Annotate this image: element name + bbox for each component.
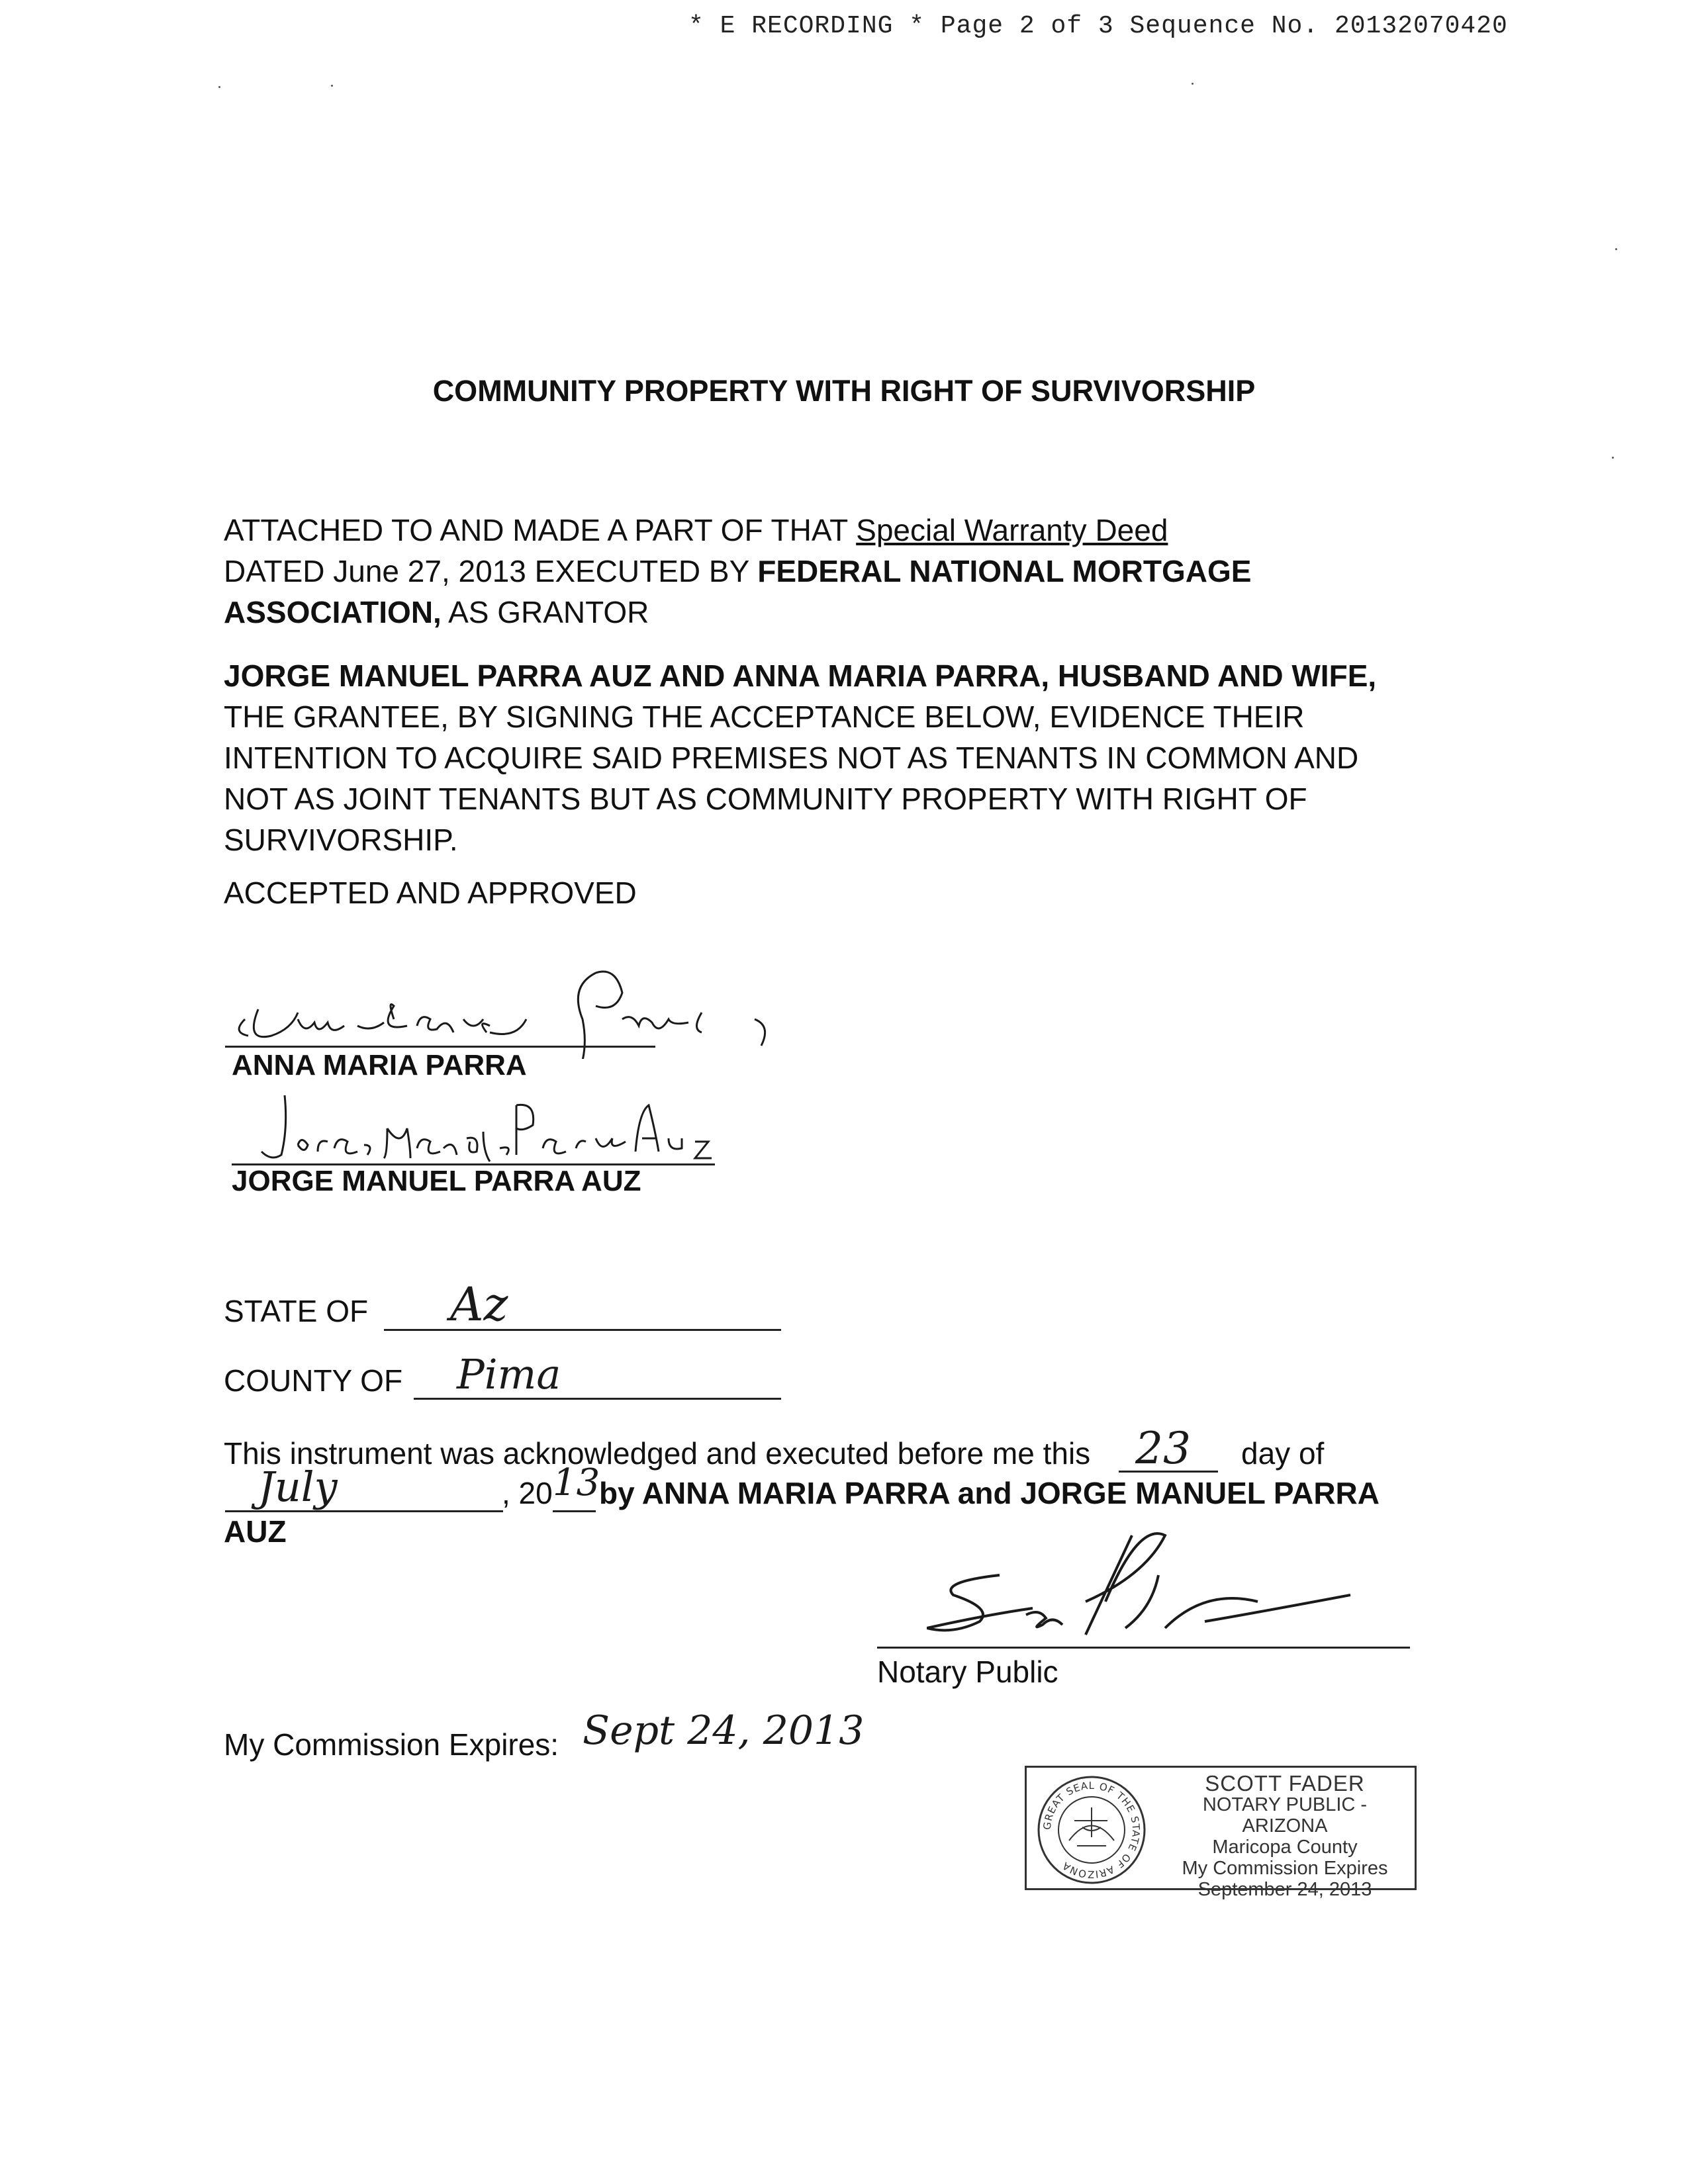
month-value: July [258, 1463, 338, 1511]
stamp-line: Maricopa County [1212, 1837, 1358, 1858]
jorge-signature-image [238, 1092, 715, 1165]
grantee-names: JORGE MANUEL PARRA AUZ AND ANNA MARIA PARRA, HUSBAND AND WIFE, [224, 659, 1377, 693]
signature-line [225, 1046, 655, 1048]
stamp-line: September 24, 2013 [1197, 1879, 1372, 1900]
day-value: 23 [1135, 1423, 1191, 1474]
state-value: Az [450, 1277, 508, 1332]
year-prefix: , 20 [502, 1476, 553, 1510]
scan-speck [331, 85, 333, 87]
notary-public-label: Notary Public [877, 1655, 1058, 1689]
arizona-seal-image [1036, 1774, 1147, 1886]
deed-type: Special Warranty Deed [856, 513, 1168, 547]
scan-speck [218, 86, 220, 88]
svg-text:GREAT SEAL OF THE STATE OF ARI: GREAT SEAL OF THE STATE OF ARIZONA [1041, 1779, 1143, 1881]
ack-prefix: This instrument was acknowledged and executed before me this [224, 1436, 1091, 1471]
stamp-line: My Commission Expires [1182, 1858, 1388, 1879]
attachment-prefix: ATTACHED TO AND MADE A PART OF THAT [224, 513, 857, 547]
grantor-name: FEDERAL NATIONAL MORTGAGE [757, 554, 1252, 588]
state-line [384, 1329, 781, 1331]
grantee-text-line: NOT AS JOINT TENANTS BUT AS COMMUNITY PROPERTY WITH RIGHT OF [224, 782, 1307, 816]
attachment-paragraph [224, 510, 1448, 633]
notary-stamp [1025, 1766, 1417, 1900]
grantee-text-line: SURVIVORSHIP. [224, 823, 458, 857]
scan-speck [1192, 83, 1194, 85]
anna-signature-image [225, 960, 794, 1059]
commission-label: My Commission Expires: [224, 1727, 559, 1762]
document-title: COMMUNITY PROPERTY WITH RIGHT OF SURVIVORSHIP [432, 374, 1256, 408]
county-label: COUNTY OF [224, 1363, 403, 1398]
state-label: STATE OF [224, 1294, 369, 1328]
notary-signature-line [877, 1647, 1410, 1649]
dated-executed-by: DATED June 27, 2013 EXECUTED BY [224, 554, 758, 588]
notary-signature-image [927, 1522, 1403, 1655]
day-suffix: day of [1241, 1436, 1325, 1471]
grantor-name-cont: ASSOCIATION, [224, 595, 442, 629]
grantor-role: AS GRANTOR [441, 595, 649, 629]
county-value: Pima [457, 1350, 561, 1398]
accepted-approved: ACCEPTED AND APPROVED [224, 876, 637, 910]
acknowledged-by-cont: AUZ [224, 1514, 287, 1549]
acknowledged-by: by ANNA MARIA PARRA and JORGE MANUEL PARRA [599, 1476, 1380, 1510]
grantee-paragraph [224, 655, 1448, 860]
grantee-text-line: INTENTION TO ACQUIRE SAID PREMISES NOT AS TENANTS IN COMMON AND [224, 741, 1359, 775]
scan-speck [1615, 248, 1617, 250]
stamp-notary-name: SCOTT FADER [1205, 1771, 1365, 1796]
commission-value: Sept 24, 2013 [583, 1707, 865, 1754]
stamp-text [1159, 1773, 1411, 1900]
jorge-printed-name: JORGE MANUEL PARRA AUZ [232, 1165, 641, 1197]
scan-speck [1612, 457, 1614, 459]
stamp-line: NOTARY PUBLIC - ARIZONA [1202, 1794, 1368, 1837]
year-value: 13 [553, 1461, 600, 1504]
grantee-text-line: THE GRANTEE, BY SIGNING THE ACCEPTANCE BELOW, EVIDENCE THEIR [224, 700, 1305, 734]
recording-header: * E RECORDING * Page 2 of 3 Sequence No. 20132070420 [688, 12, 1508, 40]
anna-printed-name: ANNA MARIA PARRA [232, 1049, 527, 1081]
